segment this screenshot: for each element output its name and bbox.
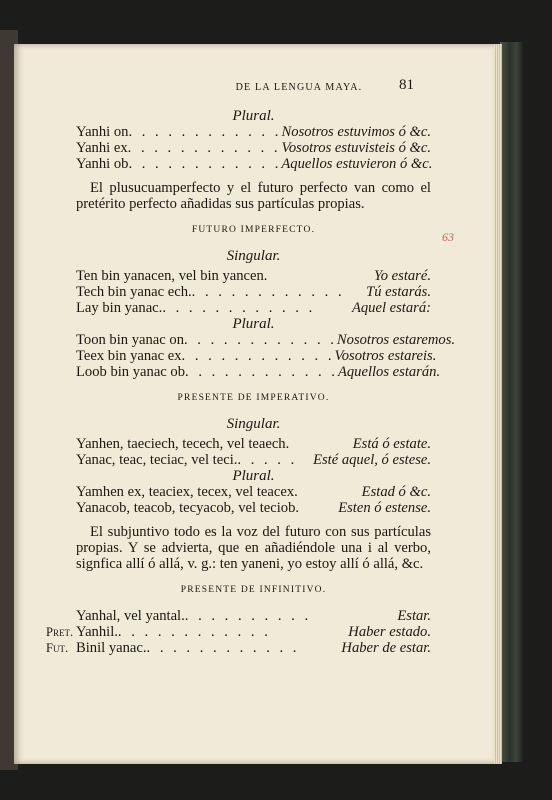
maya-form: Yanhi ex — [76, 140, 128, 156]
maya-form: Tech bin yanac ech. — [76, 284, 192, 300]
conjugation-row: Lay bin yanac. . . . . . . . . . . . . Aquel estará: — [76, 300, 431, 316]
conjugation-row: Tech bin yanac ech. . . . . . . . . . . . . Tú estarás. — [76, 284, 431, 300]
conjugation-row: Pret. Yanhil. . . . . . . . . . . . . Haber estado. — [46, 624, 431, 640]
maya-form: Yanhen, taeciech, tecech, vel teaech. — [76, 436, 290, 452]
spanish-gloss: Vosotros estareis. — [334, 348, 437, 364]
conjugation-row: Yanhi ob . . . . . . . . . . . . Aquellos estuvieron ó &c. — [76, 156, 433, 172]
maya-form: Yanhil. — [76, 624, 118, 640]
paragraph: El subjuntivo todo es la voz del futuro con sus partículas propias. Y se advierta, que en añadiéndole una i al verbo, signfica allí ó allá, v. g.: ten yaneni, yo estoy allí ó allá, &c. — [76, 524, 431, 572]
maya-form: Yanac, teac, teciac, vel teci. — [76, 452, 238, 468]
spanish-gloss: Tú estarás. — [366, 284, 431, 300]
spanish-gloss: Aquellos estarán. — [337, 364, 441, 380]
page-number: 81 — [399, 77, 414, 93]
conjugation-row — [76, 436, 431, 452]
book-cover-right — [500, 42, 523, 762]
conjugation-row: Yanhal, vel yantal. . . . . . . . . . . Estar. — [46, 608, 431, 624]
spanish-gloss: Estar. — [397, 608, 431, 624]
paragraph: El plusucuamperfecto y el futuro perfecto van como el pretérito perfecto añadidas sus partículas propias. — [76, 180, 431, 212]
conjugation-row: Teex bin yanac ex . . . . . . . . . . . . Vosotros estareis. — [76, 348, 437, 364]
section-heading: PRESENTE DE IMPERATIVO. — [177, 393, 330, 403]
maya-form: Yanhi ob — [76, 156, 129, 172]
spanish-gloss: Nosotros estaremos. — [336, 332, 456, 348]
tense-label: Fut. — [46, 641, 69, 655]
singular-label: Singular. — [226, 416, 281, 432]
page-edges — [494, 44, 502, 764]
spanish-gloss: Está ó estate. — [352, 436, 431, 452]
spanish-gloss: Aquellos estuvieron ó &c. — [281, 156, 433, 172]
maya-form: Yamhen ex, teaciex, tecex, vel teacex. — [76, 484, 298, 500]
spanish-gloss: Vosotros estuvisteis ó &c. — [281, 140, 431, 156]
maya-form: Ten bin yanacen, vel bin yancen. — [76, 268, 268, 284]
spanish-gloss: Haber estado. — [348, 624, 431, 640]
spanish-gloss: Aquel estará: — [351, 300, 431, 316]
conjugation-row: Yanhi on . . . . . . . . . . . . Nosotros estuvimos ó &c. — [76, 124, 431, 140]
plural-label: Plural. — [232, 316, 275, 332]
spanish-gloss: Haber de estar. — [341, 640, 431, 656]
conjugation-row: Yanhi ex . . . . . . . . . . . . Vosotros estuvisteis ó &c. — [76, 140, 431, 156]
singular-label: Singular. — [226, 248, 281, 264]
conjugation-row — [76, 268, 431, 284]
book-page — [14, 44, 502, 764]
conjugation-row: Loob bin yanac ob . . . . . . . . . . . . Aquellos estarán. — [76, 364, 441, 380]
plural-label: Plural. — [232, 108, 275, 124]
maya-form: Toon bin yanac on — [76, 332, 184, 348]
spanish-gloss: Yo estaré. — [373, 268, 431, 284]
conjugation-row: Fut. Binil yanac. . . . . . . . . . . . . Haber de estar. — [46, 640, 431, 656]
conjugation-row — [76, 484, 431, 500]
spanish-gloss: Nosotros estuvimos ó &c. — [281, 124, 431, 140]
maya-form: Yanacob, teacob, tecyacob, vel teciob. — [76, 500, 300, 516]
maya-form: Teex bin yanac ex — [76, 348, 182, 364]
maya-form: Lay bin yanac. — [76, 300, 163, 316]
tense-label: Pret. — [46, 625, 74, 639]
spanish-gloss: Estad ó &c. — [361, 484, 431, 500]
conjugation-row: Toon bin yanac on . . . . . . . . . . . . Nosotros estaremos. — [76, 332, 456, 348]
running-head: DE LA LENGUA MAYA. — [235, 82, 363, 93]
conjugation-row: Yanac, teac, teciac, vel teci. . . . . . Esté aquel, ó estese. — [76, 452, 431, 468]
plural-label: Plural. — [232, 468, 275, 484]
spanish-gloss: Esté aquel, ó estese. — [313, 452, 431, 468]
maya-form: Loob bin yanac ob — [76, 364, 186, 380]
margin-annotation: 63 — [442, 230, 454, 244]
maya-form: Binil yanac. — [76, 640, 147, 656]
section-heading: FUTURO IMPERFECTO. — [191, 225, 316, 235]
tense-label — [46, 608, 76, 624]
section-heading: PRESENTE DE INFINITIVO. — [180, 585, 327, 595]
maya-form: Yanhal, vel yantal. — [76, 608, 185, 624]
maya-form: Yanhi on — [76, 124, 129, 140]
conjugation-row — [76, 500, 431, 516]
spanish-gloss: Esten ó estense. — [338, 500, 431, 516]
